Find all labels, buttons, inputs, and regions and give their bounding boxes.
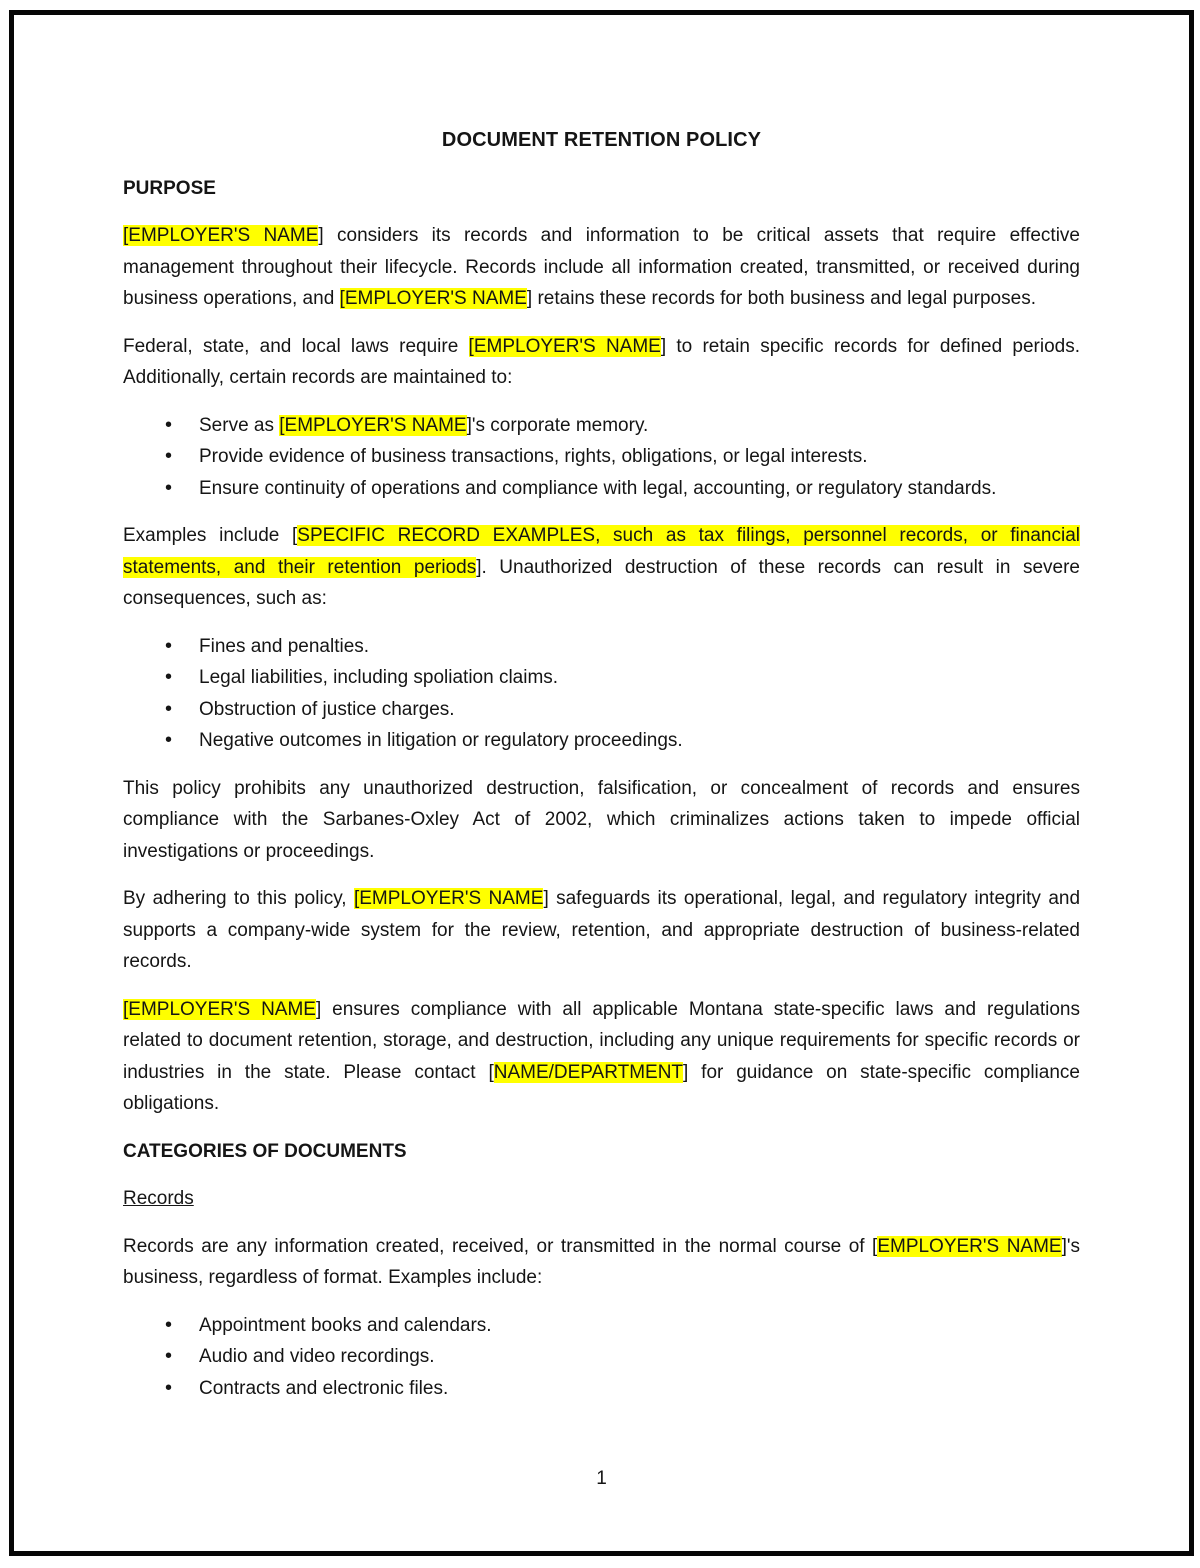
- section-heading: CATEGORIES OF DOCUMENTS: [123, 1140, 407, 1162]
- paragraph: [123, 520, 1080, 615]
- subsection-heading: Records: [123, 1188, 194, 1209]
- list-item: [123, 410, 1080, 442]
- text-segment: Obstruction of justice charges.: [199, 698, 455, 720]
- placeholder-highlight: NAME/DEPARTMENT: [493, 1061, 684, 1083]
- paragraph: [123, 883, 1080, 978]
- list-item: [123, 694, 1080, 726]
- document-page: [9, 10, 1194, 1556]
- placeholder-highlight: EMPLOYER'S NAME: [877, 1235, 1062, 1257]
- bullet-list: [123, 1310, 1080, 1405]
- text-segment: ] retains these records for both business and legal purposes.: [526, 288, 1036, 309]
- text-segment: Ensure continuity of operations and compliance with legal, accounting, or regulatory standards.: [199, 477, 997, 499]
- list-item: [123, 662, 1080, 694]
- text-segment: Provide evidence of business transactions, rights, obligations, or legal interests.: [199, 446, 868, 467]
- list-item: [123, 631, 1080, 663]
- text-segment: This policy prohibits any unauthorized destruction, falsification, or concealment of records and ensures compliance with the Sarbanes-Oxley Act of 2002, which criminalizes actions taken to impede official investigations or proceedings.: [123, 777, 1080, 862]
- text-segment: Legal liabilities, including spoliation claims.: [199, 667, 559, 688]
- text-segment: ]. Unauthorized destruction of these records can result in severe consequences, such as:: [123, 556, 1080, 609]
- list-item: [123, 441, 1080, 473]
- paragraph: [123, 994, 1080, 1120]
- text-segment: Fines and penalties.: [199, 635, 370, 657]
- paragraph: [123, 220, 1080, 315]
- placeholder-highlight: [EMPLOYER'S NAME: [279, 414, 467, 436]
- text-segment: ]'s corporate memory.: [466, 414, 649, 436]
- text-segment: ] safeguards its operational, legal, and regulatory integrity and supports a company-wide system for the review, retention, and appropriate destruction of business-related records.: [123, 888, 1081, 972]
- list-item: [123, 1341, 1080, 1373]
- text-segment: Audio and video recordings.: [199, 1346, 435, 1367]
- text-segment: ]'s business, regardless of format. Examples include:: [123, 1235, 1080, 1288]
- text-segment: ] to retain specific records for defined periods. Additionally, certain records are maintained to:: [123, 335, 1081, 388]
- placeholder-highlight: [EMPLOYER'S NAME: [123, 225, 319, 246]
- bullet-list: [123, 410, 1080, 505]
- section-heading: PURPOSE: [123, 177, 216, 199]
- text-segment: Federal, state, and local laws require: [123, 335, 469, 357]
- placeholder-highlight: [EMPLOYER'S NAME: [123, 998, 316, 1020]
- paragraph: [123, 773, 1080, 868]
- bullet-list: [123, 631, 1080, 757]
- text-segment: ] considers its records and information to be critical assets that require effective management throughout their lifecycle. Records include all information created, transmitted, or received during business operations, and: [123, 225, 1080, 309]
- text-segment: ] ensures compliance with all applicable Montana state-specific laws and regulations related to document retention, storage, and destruction, including any unique requirements for specific records or industries in the state. Please contact [: [123, 998, 1080, 1083]
- placeholder-highlight: SPECIFIC RECORD EXAMPLES, such as tax filings, personnel records, or financial statements, and their retention periods: [123, 525, 1080, 578]
- text-segment: Negative outcomes in litigation or regulatory proceedings.: [199, 730, 683, 751]
- placeholder-highlight: [EMPLOYER'S NAME: [353, 888, 544, 909]
- paragraph: [123, 331, 1080, 394]
- paragraph: [123, 1231, 1080, 1294]
- text-segment: Contracts and electronic files.: [199, 1377, 449, 1399]
- text-segment: Records are any information created, received, or transmitted in the normal course of [: [123, 1235, 878, 1257]
- placeholder-highlight: [EMPLOYER'S NAME: [468, 335, 661, 357]
- text-segment: Appointment books and calendars.: [199, 1314, 492, 1336]
- text-segment: By adhering to this policy,: [123, 888, 354, 909]
- page-number: 1: [596, 1467, 607, 1489]
- placeholder-highlight: [EMPLOYER'S NAME: [339, 288, 527, 309]
- list-item: [123, 473, 1080, 505]
- text-segment: Examples include [: [123, 525, 298, 546]
- document-title: DOCUMENT RETENTION POLICY: [441, 129, 762, 151]
- document-body: [123, 173, 1080, 1405]
- list-item: [123, 725, 1080, 757]
- text-segment: Serve as: [199, 414, 280, 436]
- list-item: [123, 1310, 1080, 1342]
- list-item: [123, 1373, 1080, 1405]
- text-segment: ] for guidance on state-specific compliance obligations.: [123, 1061, 1080, 1114]
